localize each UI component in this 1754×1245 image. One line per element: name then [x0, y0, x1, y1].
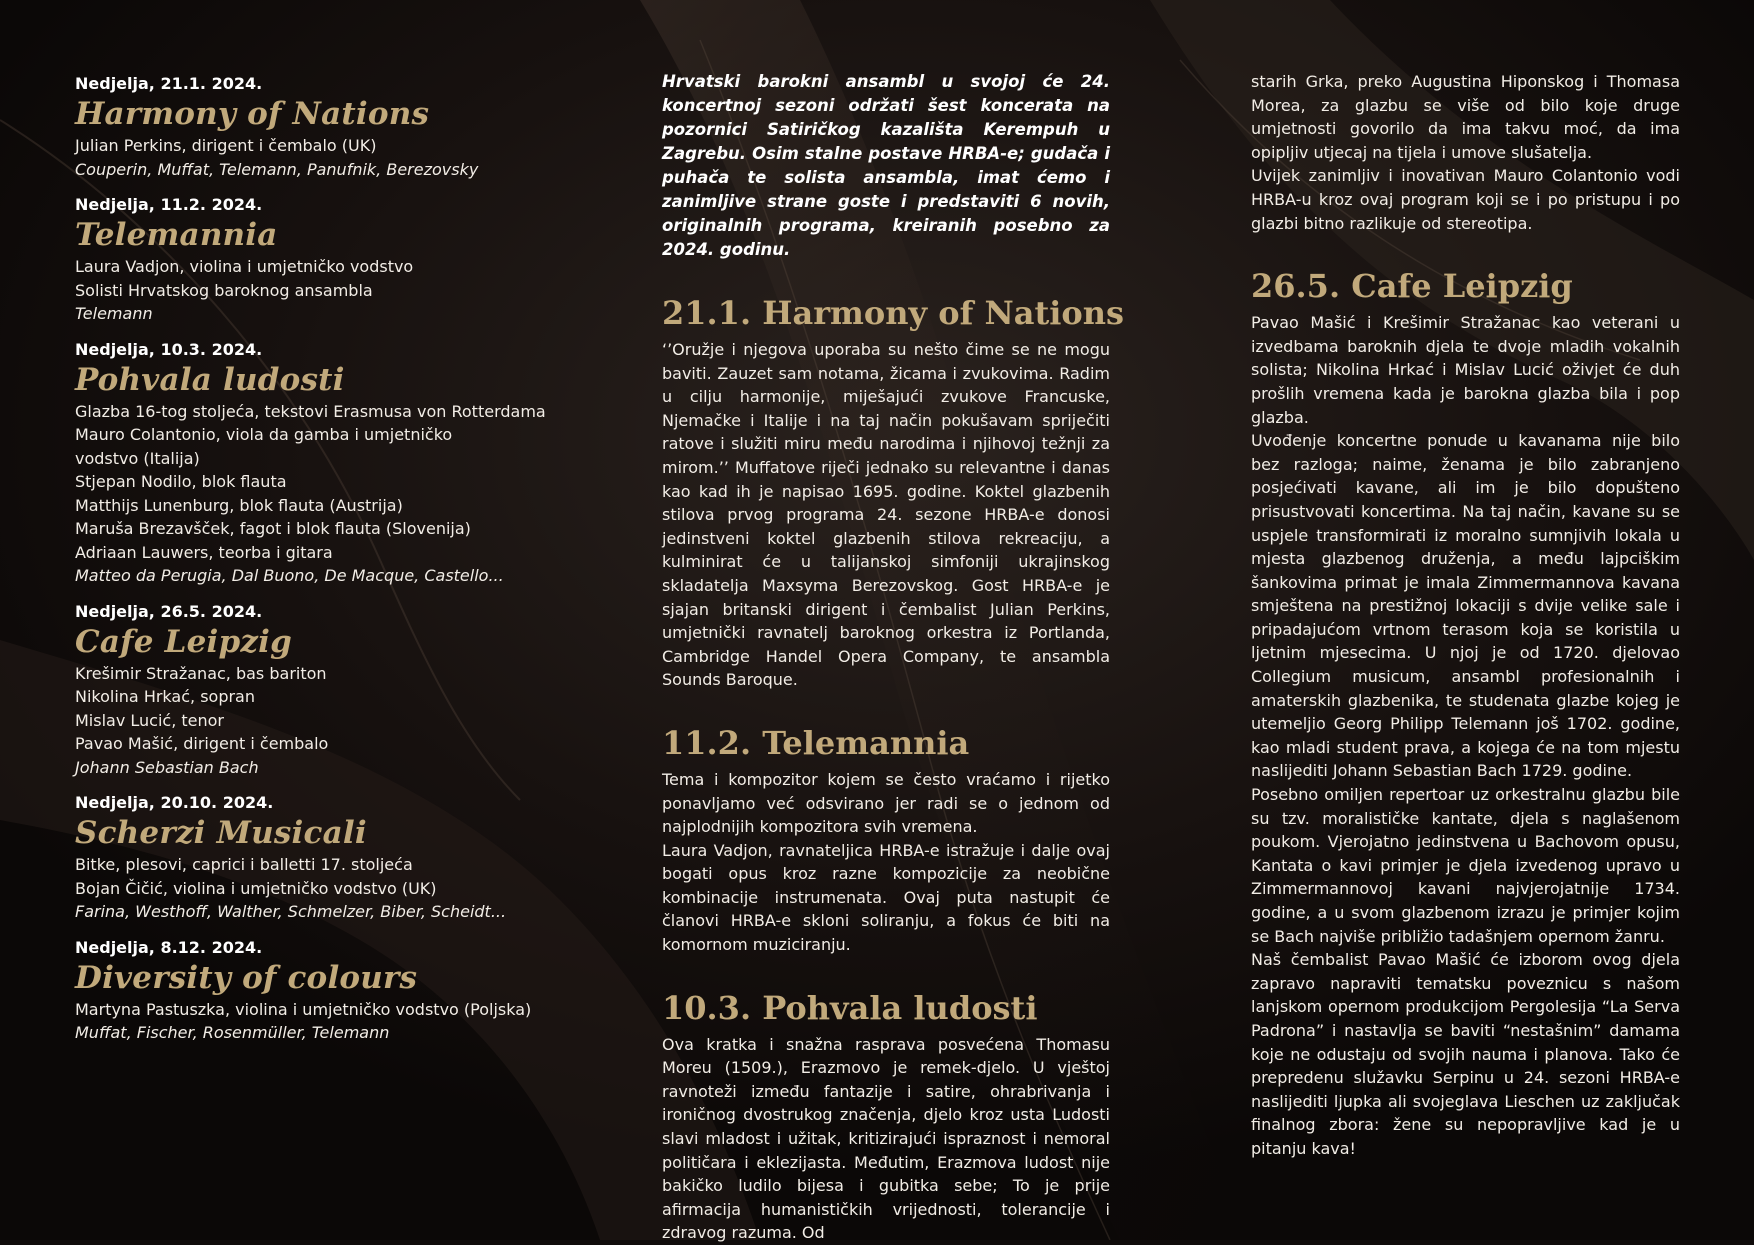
section-title: 21.1. Harmony of Nations — [662, 294, 1125, 332]
performer-line: Krešimir Stražanac, bas bariton — [75, 663, 327, 683]
concert-date: Nedjelja, 20.10. 2024. — [75, 793, 274, 812]
section-paragraph: Pavao Mašić i Krešimir Stražanac kao veterani u izvedbama baroknih djela te dvoje mladih vokalnih solista; Nikolina Hrkać i Mislav Lucić oživjet će duh prošlih vremena kada je barokna glazba bila i pop glazba. — [1251, 313, 1680, 427]
concert-title: Pohvala ludosti — [75, 361, 345, 398]
section-pohvala-ludosti — [662, 987, 1110, 1245]
performer-line: Adriaan Lauwers, teorba i gitara — [75, 542, 333, 562]
composers-line: Johann Sebastian Bach — [75, 757, 259, 777]
section-paragraph: Uvođenje koncertne ponude u kavanama nije bilo bez razloga; naime, ženama je bilo zabranjeno posjećivati kavane, ali im je bilo dopušteno prisustvovati koncertima. Na taj način, kavane su se uspjele transformirati iz moralno sumnjivih lokala u mjesta glazbenog druženja, a među lajpciškim šankovima primat je imala Zimmermannova kavana smještena na prestižnoj lokaciji s dvije velike sale i pripadajućom vrtnom terasom koja se koristila u ljetnim mjesecima. U njoj je od 1720. djelovao Collegium musicum, ansambl profesionalnih i amaterskih glazbenika, te studenata glazbe kojeg je utemeljio Georg Philipp Telemann još 1702. godine, kao mladi student prava, a kojega će na tom mjestu naslijediti Johann Sebastian Bach 1729. godine. — [1251, 431, 1680, 781]
section-paragraph: Naš čembalist Pavao Mašić će izborom ovog djela zapravo napraviti tematsku poveznicu s našom lanjskom opernom produkcijom Pergolesija “La Serva Padrona” i nastavlja se baviti “nestašnim” damama koje ne odustaju od svojih nauma i planova. Tako će prepredenu služavku Serpinu u 24. sezoni HRBA-e naslijediti ljupka ali svojeglava Lieschen uz zaključak finalnog zbora: žene su nepopravljive kad je u pitanju kava! — [1251, 950, 1680, 1158]
season-intro: Hrvatski barokni ansambl u svojoj će 24. koncertnoj sezoni održati šest koncerata na pozornici Satiričkog kazališta Kerempuh u Zagrebu. Osim stalne postave HRBA-e; gudača i puhača te solista ansambla, imat ćemo i zanimljive strane goste i predstaviti 6 novih, originalnih programa, kreiranih posebno za 2024. godinu. — [662, 72, 1110, 259]
performer-line: Matthijs Lunenburg, blok flauta (Austrija) — [75, 495, 403, 515]
description-column-right — [1251, 70, 1680, 1161]
concert-entry — [75, 793, 545, 924]
section-paragraph: starih Grka, preko Augustina Hiponskog i Thomasa Morea, za glazbu se više od bilo koje druge umjetnosti govorilo da ima takvu moć, da ima opipljiv utjecaj na tijela i umove slušatelja. — [1251, 72, 1680, 162]
concert-date: Nedjelja, 8.12. 2024. — [75, 937, 263, 957]
concert-entry — [75, 195, 545, 326]
schedule-column — [75, 70, 545, 1045]
concert-title: Diversity of colours — [75, 959, 418, 996]
section-paragraph: ‘’Oružje i njegova uporaba su nešto čime se ne mogu baviti. Zauzet sam notama, žicama i zvukovima. Radim u cilju harmonije, miješajući zvukove Francuske, Njemačke i Italije i na taj način pokušavam spriječiti ratove i služiti miru među narodima i njihovoj težnji za mirom.’’ Muffatove riječi jednako su relevantne i danas kao kad ih je napisao 1695. godine. Koktel glazbenih stilova prvog programa 24. sezone HRBA-e donosi jedinstveni koktel glazbenih stilova rekreaciju, a kulminirat će u talijanskoj simfoniji ukrajinskog skladatelja Maxsyma Berezovskog. Gost HRBA-e je sjajan britanski dirigent i čembalist Julian Perkins, umjetnički ravnatelj baroknog orkestra iz Portlanda, Cambridge Handel Opera Company, te ansambla Sounds Baroque. — [662, 340, 1110, 690]
composers-line: Couperin, Muffat, Telemann, Panufnik, Berezovsky — [75, 159, 479, 179]
performer-line: Maruša Brezavšček, fagot i blok flauta (Slovenija) — [75, 519, 471, 538]
section-title: 11.2. Telemannia — [662, 723, 970, 762]
performer-line: Julian Perkins, dirigent i čembalo (UK) — [75, 136, 377, 155]
performer-line: Bojan Čičić, violina i umjetničko vodstvo (UK) — [75, 878, 437, 898]
concert-title: Cafe Leipzig — [75, 623, 293, 660]
section-harmony-of-nations — [662, 292, 1125, 692]
performer-line: Solisti Hrvatskog baroknog ansambla — [75, 280, 373, 300]
concert-entry — [75, 74, 545, 181]
concert-title: Harmony of Nations — [75, 96, 430, 132]
performer-line: Glazba 16-tog stoljeća, tekstovi Erasmusa von Rotterdama — [75, 401, 546, 421]
performer-line: Mislav Lucić, tenor — [75, 710, 224, 730]
performer-line: Stjepan Nodilo, blok flauta — [75, 472, 287, 491]
section-pohvala-ludosti-continued — [1251, 70, 1680, 235]
section-paragraph: Uvijek zanimljiv i inovativan Mauro Colantonio vodi HRBA-u kroz ovaj program koji se i po pristupu i po glazbi bitno razlikuje od stereotipa. — [1251, 166, 1680, 233]
performer-line: vodstvo (Italija) — [75, 448, 200, 468]
concert-title: Scherzi Musicali — [75, 815, 367, 851]
performer-line: Bitke, plesovi, caprici i balletti 17. stoljeća — [75, 855, 413, 874]
concert-entry — [75, 340, 545, 588]
section-paragraph: Ova kratka i snažna rasprava posvećena Thomasu Moreu (1509.), Erazmovo je remek-djelo. U vještoj ravnoteži između fantazije i satire, ohrabrivanja i ironičnog dvostrukog značenja, djelo kroz usta Ludosti slavi mladost i užitak, kritizirajući ispraznost i nemoral političara i eklezijasta. Međutim, Erazmova ludost nije bakičko ludilo bijesa i gubitka sebe; To je prije afirmacija humanističkih vrijednosti, tolerancije i zdravog razuma. Od — [662, 1034, 1110, 1243]
composers-line: Matteo da Perugia, Dal Buono, De Macque, Castello... — [75, 566, 504, 585]
section-paragraph: Posebno omiljen repertoar uz orkestralnu glazbu bile su tzv. moralističke kantate, djela s naglašenom poukom. Vjerojatno jedinstvena u Bachovom opusu, Kantata o kavi primjer je djela izvedenog upravo u Zimmermannovoj kavani najvjerojatnije 1734. godine, a u svom glazbenom izrazu je primjer kojim se Bach najviše približio tadašnjem opernom žanru. — [1251, 785, 1680, 946]
concert-entry — [75, 602, 545, 780]
section-paragraph: Laura Vadjon, ravnateljica HRBA-e istražuje i dalje ovaj bogati opus kroz razne kompozicije za neobične kombinacije instrumenata. Ovaj puta nastupit će članovi HRBA-e skloni soliranju, a fokus će biti na komornom muziciranju. — [662, 840, 1110, 955]
performer-line: Nikolina Hrkać, sopran — [75, 687, 255, 706]
section-title: 26.5. Cafe Leipzig — [1251, 267, 1573, 306]
concert-title: Telemannia — [75, 217, 278, 253]
concert-date: Nedjelja, 21.1. 2024. — [75, 74, 263, 93]
concert-date: Nedjelja, 26.5. 2024. — [75, 601, 263, 621]
section-cafe-leipzig — [1251, 265, 1680, 1160]
section-title: 10.3. Pohvala ludosti — [662, 988, 1038, 1027]
description-column-middle — [662, 70, 1125, 1245]
concert-date: Nedjelja, 11.2. 2024. — [75, 195, 263, 214]
performer-line: Martyna Pastuszka, violina i umjetničko vodstvo (Poljska) — [75, 999, 532, 1019]
performer-line: Pavao Mašić, dirigent i čembalo — [75, 734, 329, 753]
performer-line: Laura Vadjon, violina i umjetničko vodstvo — [75, 257, 414, 276]
performer-line: Mauro Colantonio, viola da gamba i umjetničko — [75, 425, 453, 444]
concert-entry — [75, 938, 545, 1045]
section-telemannia — [662, 722, 1110, 957]
composers-line: Muffat, Fischer, Rosenmüller, Telemann — [75, 1023, 390, 1042]
section-paragraph: Tema i kompozitor kojem se često vraćamo i rijetko ponavljamo već odsvirano jer radi se o jednom od najplodnijih kompozitora svih vremena. — [662, 769, 1110, 837]
composers-line: Farina, Westhoff, Walther, Schmelzer, Biber, Scheidt... — [75, 902, 507, 921]
concert-date: Nedjelja, 10.3. 2024. — [75, 339, 263, 359]
composers-line: Telemann — [75, 304, 153, 323]
